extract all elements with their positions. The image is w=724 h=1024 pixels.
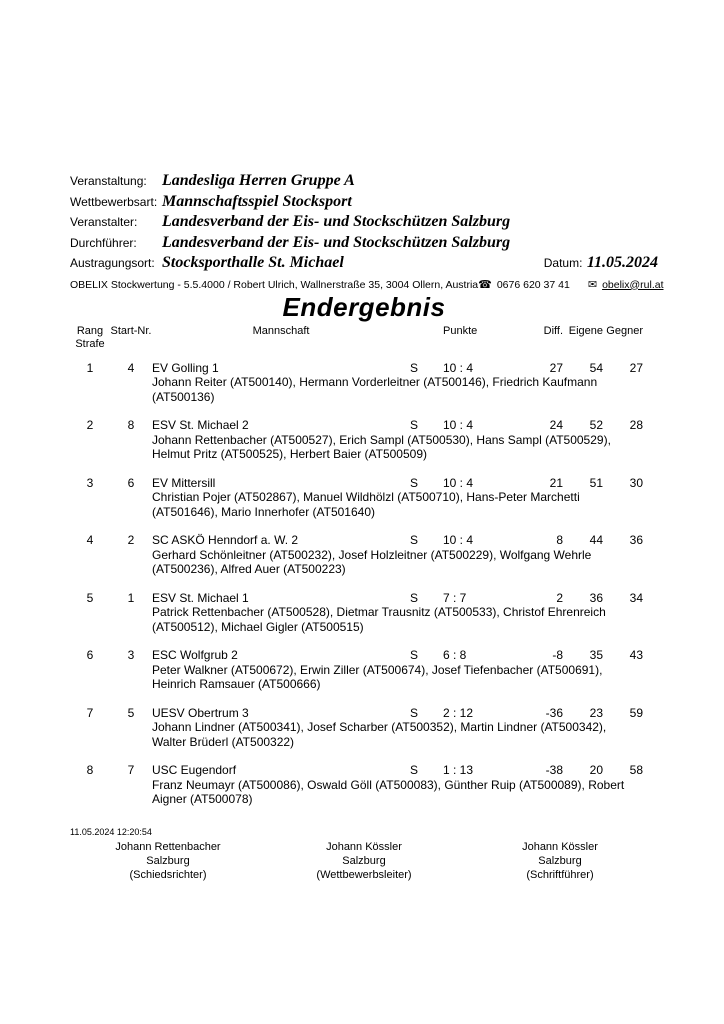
status-letter: S	[410, 418, 419, 432]
signature-name: Johann Kössler	[326, 841, 402, 853]
team-name: ESV St. Michael 1	[152, 590, 249, 605]
eigene-cell: 23	[589, 705, 603, 720]
start-nr-cell: 4	[127, 360, 135, 375]
meta-value: Landesverband der Eis- und Stockschützen Salzburg	[162, 213, 511, 230]
eigene-cell: 52	[589, 418, 603, 432]
team-name: ESV St. Michael 2	[152, 418, 249, 432]
rank-cell: 7	[86, 705, 94, 720]
meta-label: Veranstaltung:	[70, 174, 147, 188]
column-header-diff: Diff.	[543, 324, 563, 337]
rank-cell: 3	[86, 475, 94, 490]
team-name: ESC Wolfgrub 2	[152, 648, 238, 662]
results-list	[70, 361, 643, 807]
status-letter: S	[410, 763, 419, 777]
score-cell: 10 : 4	[443, 475, 474, 490]
phone-icon: ☎	[478, 278, 492, 291]
status-letter: S	[410, 705, 419, 720]
column-header-gegner: Gegner	[606, 324, 643, 337]
start-nr-cell: 1	[127, 590, 135, 605]
date-group	[544, 254, 658, 272]
date-value: 11.05.2024	[586, 254, 658, 271]
gegner-cell: 28	[629, 418, 643, 432]
signature-wettbewerbsleiter	[266, 840, 462, 882]
diff-cell: 24	[549, 418, 563, 432]
meta-value: Stocksporthalle St. Michael	[162, 254, 344, 271]
diff-cell: -38	[545, 763, 563, 777]
start-nr-cell: 7	[127, 763, 135, 777]
meta-row-durchfuehrer	[70, 234, 658, 255]
players-list: Peter Walkner (AT500672), Erwin Ziller (AT500674), Josef Tiefenbacher (AT500691), Heinrich Ramsauer (AT500666)	[152, 662, 603, 691]
diff-cell: 21	[549, 475, 563, 490]
result-row	[70, 476, 643, 520]
start-nr-cell: 6	[127, 475, 135, 490]
team-name: SC ASKÖ Henndorf a. W. 2	[152, 533, 299, 547]
players-list: Johann Rettenbacher (AT500527), Erich Sampl (AT500530), Hans Sampl (AT500529), Helmut Pritz (AT500525), Herbert Baier (AT500509)	[152, 432, 611, 461]
rank-cell: 5	[86, 590, 94, 605]
diff-cell: -8	[552, 648, 563, 662]
meta-label: Austragungsort:	[70, 256, 155, 270]
signature-place: Salzburg	[342, 855, 386, 867]
players-list: Christian Pojer (AT502867), Manuel Wildhölzl (AT500710), Hans-Peter Marchetti (AT501646), Mario Innerhofer (AT501640)	[152, 490, 580, 519]
eigene-cell: 44	[589, 533, 603, 547]
result-row	[70, 706, 643, 750]
column-header-start-nr: Start-Nr.	[110, 324, 152, 337]
start-nr-cell: 8	[127, 418, 135, 432]
result-row	[70, 533, 643, 577]
result-row	[70, 418, 643, 462]
signature-schriftfuehrer	[462, 840, 658, 882]
signature-role: (Wettbewerbsleiter)	[316, 869, 412, 881]
meta-row-austragungsort	[70, 254, 658, 275]
column-header-punkte: Punkte	[443, 324, 478, 337]
result-row	[70, 763, 643, 807]
meta-label: Veranstalter:	[70, 215, 138, 229]
software-info-line	[70, 278, 664, 291]
gegner-cell: 58	[629, 763, 643, 777]
score-cell: 6 : 8	[443, 648, 467, 662]
meta-label: Durchführer:	[70, 235, 137, 250]
players-list: Johann Lindner (AT500341), Josef Scharber (AT500352), Martin Lindner (AT500342), Walter Brüderl (AT500322)	[152, 720, 607, 749]
print-timestamp: 11.05.2024 12:20:54	[70, 827, 152, 837]
page-title: Endergebnis	[282, 291, 446, 322]
signature-place: Salzburg	[538, 855, 582, 867]
signature-place: Salzburg	[146, 855, 190, 867]
eigene-cell: 35	[589, 648, 603, 662]
players-list: Franz Neumayr (AT500086), Oswald Göll (AT500083), Günther Ruip (AT500089), Robert Aigner (AT500078)	[152, 777, 625, 806]
start-nr-cell: 2	[127, 533, 135, 547]
eigene-cell: 20	[589, 763, 603, 777]
date-label: Datum:	[543, 256, 583, 270]
gegner-cell: 27	[629, 360, 643, 375]
team-name: EV Golling 1	[152, 360, 219, 375]
contact-group	[478, 278, 663, 291]
signature-name: Johann Kössler	[522, 841, 598, 853]
meta-row-wettbewerbsart	[70, 193, 658, 214]
status-letter: S	[410, 648, 419, 662]
start-nr-cell: 3	[127, 648, 135, 662]
diff-cell: -36	[545, 705, 563, 720]
column-header-spacer	[410, 325, 443, 351]
rank-cell: 1	[86, 360, 94, 375]
eigene-cell: 51	[589, 475, 603, 490]
start-nr-cell: 5	[127, 705, 135, 720]
meta-row-veranstalter	[70, 213, 658, 234]
event-meta	[70, 172, 658, 275]
meta-row-veranstaltung	[70, 172, 658, 193]
score-cell: 10 : 4	[443, 360, 474, 375]
score-cell: 1 : 13	[443, 763, 474, 777]
status-letter: S	[410, 475, 419, 490]
score-cell: 10 : 4	[443, 418, 474, 432]
meta-value: Mannschaftsspiel Stocksport	[162, 192, 352, 210]
results-table	[70, 325, 643, 807]
result-row	[70, 591, 643, 635]
team-name: EV Mittersill	[152, 475, 216, 490]
status-letter: S	[410, 533, 419, 547]
team-name: UESV Obertrum 3	[152, 705, 249, 720]
signature-role: (Schriftführer)	[526, 869, 594, 881]
phone-number: 0676 620 37 41	[496, 278, 570, 291]
footer	[70, 827, 658, 882]
email-link[interactable]: obelix@rul.at	[602, 278, 664, 291]
players-list: Patrick Rettenbacher (AT500528), Dietmar Trausnitz (AT500533), Christof Ehrenreich (AT500512), Michael Gigler (AT500515)	[152, 605, 606, 634]
players-list: Gerhard Schönleitner (AT500232), Josef Holzleitner (AT500229), Wolfgang Wehrle (AT500236), Alfred Auer (AT500223)	[152, 547, 592, 576]
column-header-eigene: Eigene	[568, 324, 603, 337]
gegner-cell: 30	[629, 475, 643, 490]
diff-cell: 8	[556, 533, 563, 547]
rank-cell: 8	[86, 763, 94, 777]
meta-value: Landesverband der Eis- und Stockschützen Salzburg	[162, 233, 511, 251]
gegner-cell: 43	[629, 648, 643, 662]
team-name: USC Eugendorf	[152, 763, 237, 777]
rank-cell: 4	[86, 533, 94, 547]
content-area	[70, 172, 664, 821]
software-credit: OBELIX Stockwertung - 5.5.4000 / Robert Ulrich, Wallnerstraße 35, 3004 Ollern, Austria	[70, 278, 479, 291]
players-list: Johann Reiter (AT500140), Hermann Vorderleitner (AT500146), Friedrich Kaufmann (AT500136)	[152, 375, 598, 404]
envelope-icon: ✉	[587, 278, 598, 291]
score-cell: 10 : 4	[443, 533, 474, 547]
status-letter: S	[410, 360, 419, 375]
rank-cell: 6	[86, 648, 94, 662]
signature-row	[70, 840, 658, 882]
score-cell: 2 : 12	[443, 705, 474, 720]
column-header-mannschaft: Mannschaft	[252, 324, 310, 337]
signature-name: Johann Rettenbacher	[115, 841, 221, 853]
result-row	[70, 361, 643, 405]
signature-role: (Schiedsrichter)	[129, 869, 207, 881]
diff-cell: 2	[556, 590, 563, 605]
column-header-rang-strafe: Rang Strafe	[75, 324, 105, 350]
diff-cell: 27	[549, 360, 563, 375]
email-group	[588, 278, 664, 291]
eigene-cell: 54	[589, 360, 603, 375]
phone-group	[478, 278, 570, 291]
gegner-cell: 36	[629, 533, 643, 547]
gegner-cell: 59	[629, 705, 643, 720]
status-letter: S	[410, 590, 419, 605]
rank-cell: 2	[86, 418, 94, 432]
gegner-cell: 34	[629, 590, 643, 605]
meta-value: Landesliga Herren Gruppe A	[162, 172, 355, 189]
table-header	[70, 325, 643, 351]
meta-label: Wettbewerbsart:	[70, 194, 158, 209]
eigene-cell: 36	[589, 590, 603, 605]
result-row	[70, 648, 643, 692]
signature-schiedsrichter	[70, 840, 266, 882]
score-cell: 7 : 7	[443, 590, 467, 605]
